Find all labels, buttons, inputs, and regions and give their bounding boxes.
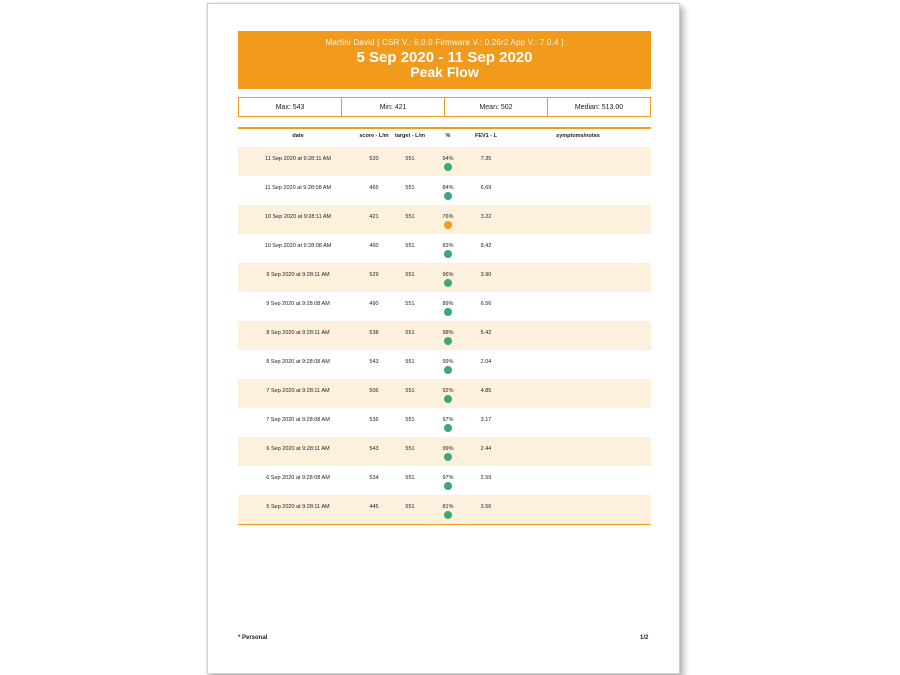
stat-median: Median: 513.00 (547, 97, 651, 117)
cell-score: 520 (369, 156, 379, 162)
cell-percent: 83% (442, 243, 454, 249)
report-subtitle: Martini David [ CSR V.: 6.0.0 Firmware V.: 0.26r2 App V.: 7.0.4 ] (325, 38, 564, 47)
smiley-face-icon (444, 279, 452, 287)
col-date: date (292, 133, 304, 139)
cell-score: 536 (369, 417, 379, 423)
report-page (207, 3, 680, 674)
cell-score: 460 (369, 243, 379, 249)
col-target: target - L/m (395, 133, 425, 139)
cell-fev1: 3.90 (480, 272, 492, 278)
cell-date: 11 Sep 2020 at 9:28:11 AM (265, 156, 331, 162)
cell-target: 551 (405, 504, 415, 510)
smiley-face-icon (444, 192, 452, 200)
smiley-face-icon (444, 453, 452, 461)
cell-percent: 98% (442, 330, 454, 336)
cell-score: 538 (369, 330, 379, 336)
cell-fev1: 6.69 (480, 185, 492, 191)
cell-fev1: 6.56 (480, 301, 492, 307)
smiley-face-icon (444, 366, 452, 374)
smiley-face-icon (444, 163, 452, 171)
cell-date: 8 Sep 2020 at 9:28:08 AM (266, 359, 330, 365)
cell-fev1: 2.44 (480, 446, 492, 452)
cell-fev1: 8.42 (480, 243, 492, 249)
stats-bar (238, 97, 651, 117)
table-row (238, 263, 651, 292)
cell-target: 551 (405, 475, 415, 481)
cell-score: 506 (369, 388, 379, 394)
cell-date: 9 Sep 2020 at 9:28:11 AM (266, 272, 330, 278)
cell-date: 10 Sep 2020 at 9:28:11 AM (264, 214, 332, 220)
col-notes: symptoms/notes (556, 133, 600, 139)
table-row (238, 234, 651, 263)
stat-mean: Mean: 502 (444, 97, 548, 117)
stat-min: Min: 421 (341, 97, 445, 117)
cell-target: 551 (405, 330, 415, 336)
smiley-face-icon (444, 250, 452, 258)
page-number: 1/2 (640, 635, 649, 641)
cell-score: 529 (369, 272, 379, 278)
cell-fev1: 3.56 (480, 504, 492, 510)
cell-target: 551 (405, 446, 415, 452)
cell-target: 551 (405, 156, 415, 162)
col-percent: % (445, 133, 451, 139)
cell-score: 534 (369, 475, 379, 481)
cell-date: 6 Sep 2020 at 9:28:11 AM (266, 446, 330, 452)
cell-date: 10 Sep 2020 at 9:28:08 AM (264, 243, 332, 249)
table-row (238, 379, 651, 408)
smiley-face-icon (444, 511, 452, 519)
cell-date: 9 Sep 2020 at 9:28:08 AM (266, 301, 330, 307)
table-row (238, 350, 651, 379)
cell-date: 7 Sep 2020 at 9:28:11 AM (266, 388, 330, 394)
table-row (238, 466, 651, 495)
cell-target: 551 (405, 214, 415, 220)
cell-score: 445 (369, 504, 379, 510)
peak-flow-table (238, 127, 651, 525)
report-date-range: 5 Sep 2020 - 11 Sep 2020 (356, 49, 533, 66)
cell-fev1: 5.42 (480, 330, 492, 336)
cell-score: 465 (369, 185, 379, 191)
cell-fev1: 4.85 (480, 388, 492, 394)
table-row (238, 321, 651, 350)
table-row (238, 176, 651, 205)
cell-date: 8 Sep 2020 at 9:28:11 AM (266, 330, 330, 336)
table-row (238, 495, 651, 524)
report-title: Peak Flow (410, 64, 479, 80)
col-fev1: FEV1 - L (474, 133, 497, 139)
smiley-face-icon (444, 482, 452, 490)
cell-percent: 81% (442, 504, 454, 510)
cell-percent: 99% (442, 446, 454, 452)
table-row (238, 292, 651, 321)
table-row (238, 147, 651, 176)
footer-note: * Personal (238, 635, 268, 641)
cell-fev1: 3.22 (480, 214, 492, 220)
cell-target: 551 (405, 185, 415, 191)
table-body (238, 147, 651, 525)
cell-fev1: 2.04 (480, 359, 492, 365)
report-header (238, 31, 651, 89)
smiley-face-icon (444, 424, 452, 432)
cell-percent: 97% (442, 475, 454, 481)
cell-target: 551 (405, 243, 415, 249)
cell-percent: 89% (442, 301, 454, 307)
cell-date: 5 Sep 2020 at 9:28:11 AM (266, 504, 330, 510)
smiley-face-icon (444, 337, 452, 345)
table-row (238, 205, 651, 234)
neutral-face-icon (444, 221, 452, 229)
col-score: score - L/m (359, 133, 389, 139)
cell-percent: 76% (442, 214, 454, 220)
cell-fev1: 7.35 (480, 156, 492, 162)
cell-target: 551 (405, 417, 415, 423)
cell-target: 551 (405, 272, 415, 278)
cell-score: 421 (369, 214, 379, 220)
cell-score: 543 (369, 446, 379, 452)
table-row (238, 408, 651, 437)
cell-score: 543 (369, 359, 379, 365)
cell-percent: 84% (442, 185, 454, 191)
cell-date: 7 Sep 2020 at 9:28:08 AM (266, 417, 330, 423)
cell-percent: 97% (442, 417, 454, 423)
cell-score: 490 (369, 301, 379, 307)
cell-percent: 94% (442, 156, 454, 162)
cell-fev1: 3.17 (480, 417, 492, 423)
smiley-face-icon (444, 395, 452, 403)
cell-date: 11 Sep 2020 at 9:28:08 AM (264, 185, 332, 191)
cell-percent: 92% (442, 388, 454, 394)
smiley-face-icon (444, 308, 452, 316)
cell-target: 551 (405, 359, 415, 365)
cell-percent: 99% (442, 359, 454, 365)
stat-max: Max: 543 (238, 97, 342, 117)
cell-target: 551 (405, 388, 415, 394)
cell-fev1: 2.59 (480, 475, 492, 481)
cell-percent: 96% (442, 272, 454, 278)
cell-date: 6 Sep 2020 at 9:28:08 AM (266, 475, 330, 481)
table-row (238, 437, 651, 466)
table-header (238, 127, 651, 147)
cell-target: 551 (405, 301, 415, 307)
